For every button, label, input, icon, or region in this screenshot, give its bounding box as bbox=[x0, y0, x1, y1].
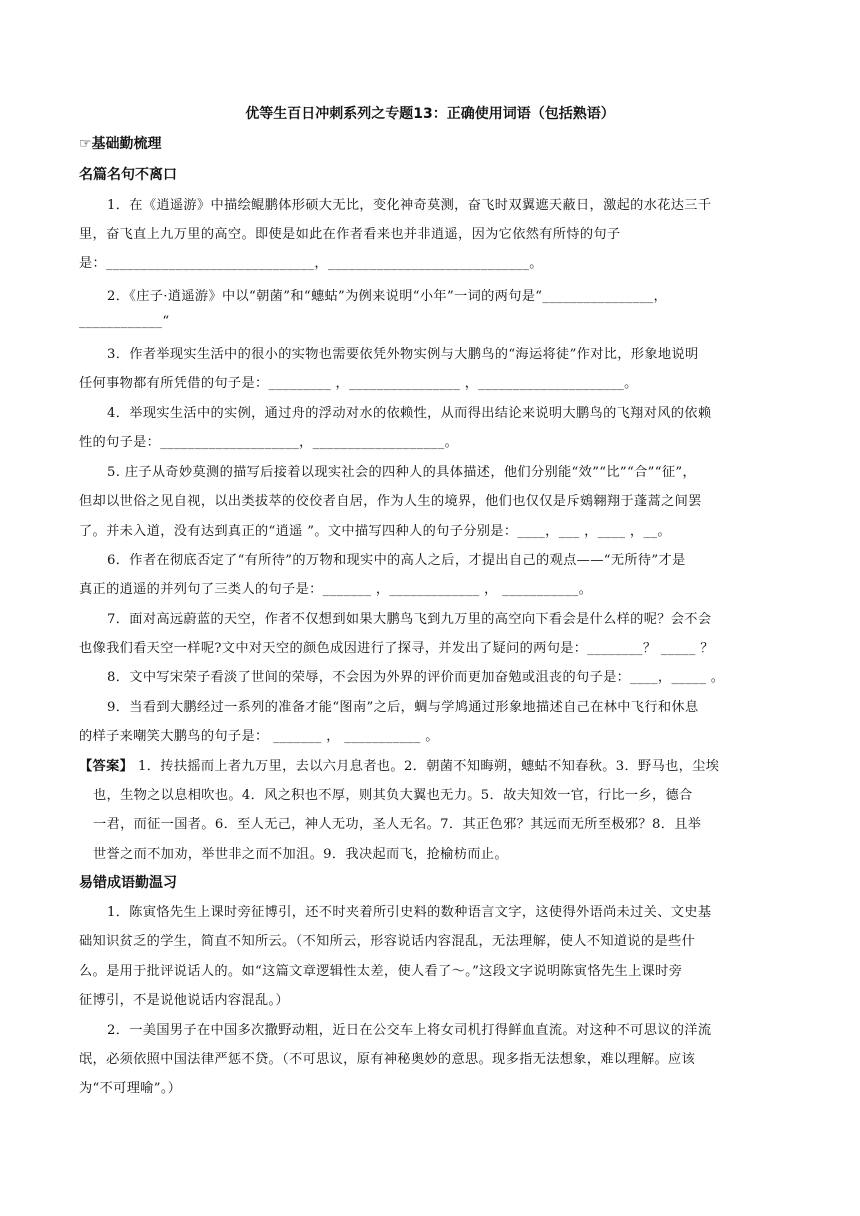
idiom-line: 2．一美国男子在中国多次撒野动粗，近日在公交车上将女司机打得鲜血直流。对这种不可思议的洋流 bbox=[107, 1023, 712, 1038]
question-line: 了。并未入道，没有达到真正的“逍遥 ”。文中描写四种人的句子分别是：____，___ ，____ ，__。 bbox=[79, 524, 671, 539]
sub-heading-famous-lines: 名篇名句不离口 bbox=[79, 167, 177, 183]
question-line: 6．作者在彻底否定了“有所待”的万物和现实中的高人之后，才提出自己的观点——“无所待”才是 bbox=[107, 553, 686, 568]
question-line: 性的句子是：____________________，___________________。 bbox=[79, 435, 459, 450]
section-heading: ☞基础勤梳理 bbox=[79, 136, 162, 152]
question-line: 里，奋飞直上九万里的高空。即使是如此在作者看来也并非逍遥，因为它依然有所恃的句子 bbox=[79, 227, 621, 242]
question-line: 的样子来嘲笑大鹏鸟的句子是： _______ ， ___________ 。 bbox=[79, 729, 439, 744]
answer-line: 1．抟扶摇而上者九万里，去以六月息者也。2．朝菌不知晦朔，蟪蛄不知春秋。3．野马也，尘埃 bbox=[138, 759, 720, 774]
question-line: 1．在《逍遥游》中描绘鲲鹏体形硕大无比，变化神奇莫测，奋飞时双翼遮天蔽日，激起的水花达三千 bbox=[107, 198, 712, 213]
idiom-line: 1．陈寅恪先生上课时旁征博引，还不时夹着所引史料的数种语言文字，这使得外语尚未过关、文史基 bbox=[107, 905, 712, 920]
document-title: 优等生百日冲刺系列之专题13：正确使用词语（包括熟语） bbox=[245, 106, 615, 122]
idiom-line: 氓，必须依照中国法律严惩不贷。（不可思议，原有神秘奥妙的意思。现多指无法想象，难以理解。应该 bbox=[79, 1052, 696, 1067]
question-line: 是：______________________________，_____________________________。 bbox=[79, 256, 543, 271]
question-line: ____________“ bbox=[79, 314, 170, 329]
question-line: 3．作者举现实生活中的很小的实物也需要依凭外物实例与大鹏鸟的“海运将徒”作对比，形象地说明 bbox=[107, 347, 699, 362]
question-line: 也像我们看天空一样呢?文中对天空的颜色成因进行了探寻，并发出了疑问的两句是：________？ _____ ？ bbox=[79, 641, 714, 656]
answer-line: 也，生物之以息相吹也。4．风之积也不厚，则其负大翼也无力。5．故夫知效一官，行比一乡，德合 bbox=[93, 788, 693, 803]
idiom-line: 础知识贫乏的学生，简直不知所云。（不知所云，形容说话内容混乱，无法理解，使人不知道说的是些什 bbox=[79, 934, 696, 949]
question-line: 真正的逍遥的并列句了三类人的句子是：_______ ，_____________ ， ___________。 bbox=[79, 582, 593, 597]
question-line: 5. 庄子从奇妙莫测的描写后接着以现实社会的四种人的具体描述，他们分别能“效”“比”“合”“征”， bbox=[107, 465, 696, 480]
idiom-line: 么。是用于批评说话人的。如“这篇文章逻辑性太差，使人看了～。”这段文字说明陈寅恪先生上课时旁 bbox=[79, 964, 683, 979]
answer-line: 一君，而征一国者。6．至人无己，神人无功，圣人无名。7．其正色邪？其远而无所至极邪？8．且举 bbox=[93, 817, 702, 832]
answer-line: 世誉之而不加劝，举世非之而不加沮。9．我决起而飞，抢榆枋而止。 bbox=[93, 847, 508, 862]
question-line: 8．文中写宋荣子看淡了世间的荣辱，不会因为外界的评价而更加奋勉或沮丧的句子是：____，_____ 。 bbox=[107, 670, 725, 685]
question-line: 9．当看到大鹏经过一系列的准备才能“图南”之后，蜩与学鸠通过形象地描述自己在林中飞行和休息 bbox=[107, 700, 699, 715]
question-line: 4．举现实生活中的实例，通过舟的浮动对水的依赖性，从而得出结论来说明大鹏鸟的飞翔对风的依赖 bbox=[107, 406, 712, 421]
sub-heading-idioms: 易错成语勤温习 bbox=[79, 875, 177, 891]
question-line: 2．《庄子·逍遥游》中以“朝菌”和“蟪蛄”为例来说明“小年”一词的两句是“________________， bbox=[107, 289, 668, 304]
question-line: 但却以世俗之见自视，以出类拔萃的佼佼者自居，作为人生的境界，他们也仅仅是斥鴳翱翔于蓬蒿之间罢 bbox=[79, 494, 702, 509]
answer-label: 【答案】 bbox=[79, 759, 134, 774]
idiom-line: 为“不可理喻”。） bbox=[79, 1081, 182, 1096]
idiom-line: 征博引，不是说他说话内容混乱。） bbox=[79, 993, 289, 1008]
question-line: 任何事物都有所凭借的句子是：_________ ，________________ ，_____________________。 bbox=[79, 376, 638, 391]
question-line: 7．面对高远蔚蓝的天空，作者不仅想到如果大鹏鸟飞到九万里的高空向下看会是什么样的呢？会不会 bbox=[107, 612, 712, 627]
